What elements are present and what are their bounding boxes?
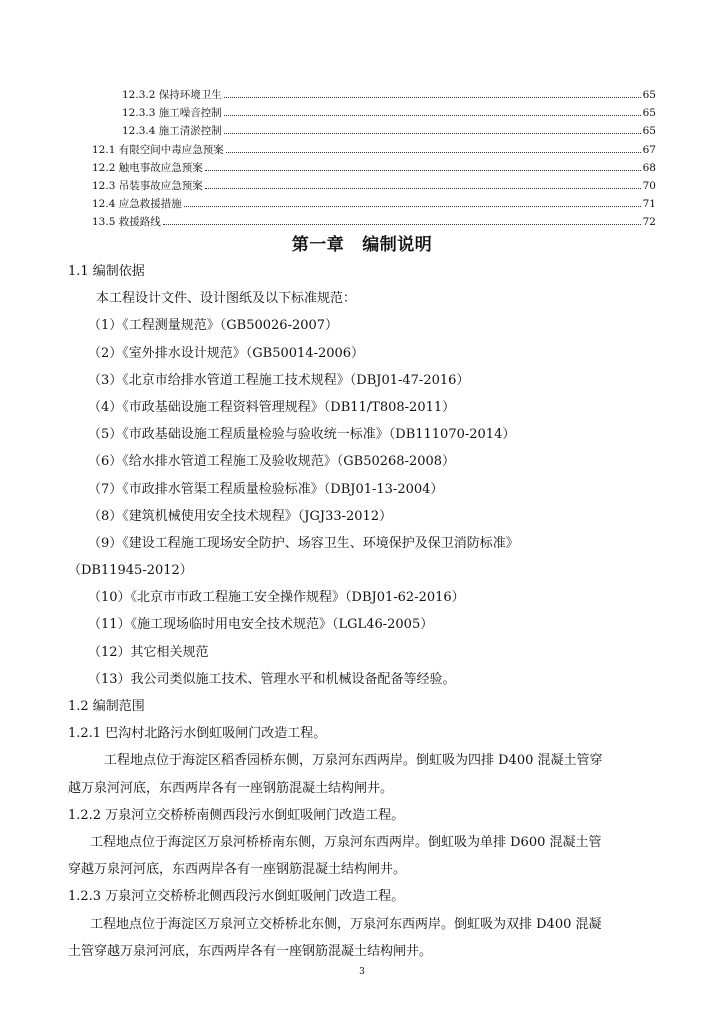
toc-leader [224,97,641,98]
standard-item: （1）《工程测量规范》（GB50026-2007） [88,318,339,334]
paragraph: 本工程设计文件、设计图纸及以下标准规范： [96,291,357,307]
toc-title: 应急救援措施 [118,198,182,211]
toc-page: 65 [642,89,656,101]
toc-page: 68 [642,161,656,174]
standard-item: （6）《给水排水管道工程施工及验收规范》（GB50268-2008） [88,454,456,470]
toc-entry[interactable] [92,104,656,122]
table-of-contents [92,86,656,232]
toc-page: 71 [642,198,656,211]
standard-item: （8）《建筑机械使用安全技术规程》（JGJ33-2012） [88,508,393,524]
page-number: 3 [359,967,365,977]
toc-number: 12.1 [92,143,116,156]
chapter-name: 编制说明 [362,235,433,255]
toc-leader [163,224,641,225]
toc-title: 救援路线 [118,216,161,229]
toc-number: 12.4 [92,198,116,211]
toc-page: 70 [642,179,656,192]
toc-page: 67 [642,143,656,156]
toc-title: 触电事故应急预案 [118,161,203,174]
toc-leader [205,188,641,189]
toc-title: 吊装事故应急预案 [118,179,203,192]
standard-item: （13）我公司类似施工技术、管理水平和机械设备配备等经验。 [88,671,456,687]
subsection-heading: 1.2.3 万泉河立交桥桥北侧西段污水倒虹吸闸门改造工程。 [68,889,405,905]
standard-item: （10）《北京市市政工程施工安全操作规程》（DBJ01-62-2016） [88,590,465,606]
paragraph-line: 土管穿越万泉河河底，东西两岸各有一座钢筋混凝土结构闸井。 [68,943,433,959]
toc-entry[interactable] [92,195,656,213]
toc-page: 72 [642,216,656,229]
paragraph-line: 越万泉河河底，东西两岸各有一座钢筋混凝土结构闸井。 [68,780,394,796]
toc-title: 施工噪音控制 [158,107,222,120]
paragraph-line: 工程地点位于海淀区万泉河立交桥桥北东侧，万泉河东西两岸。倒虹吸为双排 D400 混凝 [90,916,602,932]
section-heading: 1.2 编制范围 [68,699,145,714]
toc-entry[interactable] [92,141,656,159]
standard-item: （11）《施工现场临时用电安全技术规范》（LGL46-2005） [88,617,434,633]
toc-leader [226,152,641,153]
toc-leader [224,133,641,134]
toc-number: 12.3 [92,179,116,192]
toc-entry[interactable] [92,213,656,231]
standard-item: （12）其它相关规范 [88,644,209,660]
toc-leader [224,115,641,116]
subsection-heading: 1.2.2 万泉河立交桥桥南侧西段污水倒虹吸闸门改造工程。 [68,807,405,823]
standard-item: （2）《室外排水设计规范》（GB50014-2006） [88,345,365,361]
toc-leader [184,206,641,207]
paragraph-line: 穿越万泉河河底，东西两岸各有一座钢筋混凝土结构闸井。 [68,862,407,878]
standard-item: （5）《市政基础设施工程质量检验与验收统一标准》（DB111070-2014） [88,427,516,443]
chapter-number: 第一章 [291,235,345,255]
toc-entry[interactable] [92,122,656,140]
toc-page: 65 [642,107,656,120]
section-heading: 1.1 编制依据 [68,264,145,279]
toc-title: 施工清淤控制 [158,125,222,138]
standard-item: （4）《市政基础设施工程资料管理规程》（DB11/T808-2011） [88,399,456,415]
toc-number: 12.3.3 [122,107,156,120]
toc-number: 12.3.2 [122,89,156,101]
toc-entry[interactable] [92,159,656,177]
toc-number: 12.3.4 [122,125,156,138]
standard-item-continued: （DB11945-2012） [68,563,193,579]
toc-title: 保持环境卫生 [158,89,222,101]
standard-item: （7）《市政排水管渠工程质量检验标准》（DBJ01-13-2004） [88,481,444,497]
toc-leader [205,170,641,171]
subsection-heading: 1.2.1 巴沟村北路污水倒虹吸闸门改造工程。 [68,726,327,742]
toc-page: 65 [642,125,656,138]
toc-number: 13.5 [92,216,116,229]
standard-item: （3）《北京市给排水管道工程施工技术规程》（DBJ01-47-2016） [88,372,470,388]
chapter-title [0,230,724,255]
toc-number: 12.2 [92,161,116,174]
paragraph-line: 工程地点位于海淀区稻香园桥东侧，万泉河东西两岸。倒虹吸为四排 D400 混凝土管穿 [104,753,603,769]
document-body [68,258,658,965]
toc-entry[interactable] [92,177,656,195]
toc-title: 有限空间中毒应急预案 [118,143,224,156]
toc-entry[interactable] [92,86,656,104]
paragraph-line: 工程地点位于海淀区万泉河桥桥南东侧，万泉河东西两岸。倒虹吸为单排 D600 混凝土管 [90,834,602,850]
standard-item: （9）《建设工程施工现场安全防护、场容卫生、环境保护及保卫消防标准》 [88,535,519,551]
